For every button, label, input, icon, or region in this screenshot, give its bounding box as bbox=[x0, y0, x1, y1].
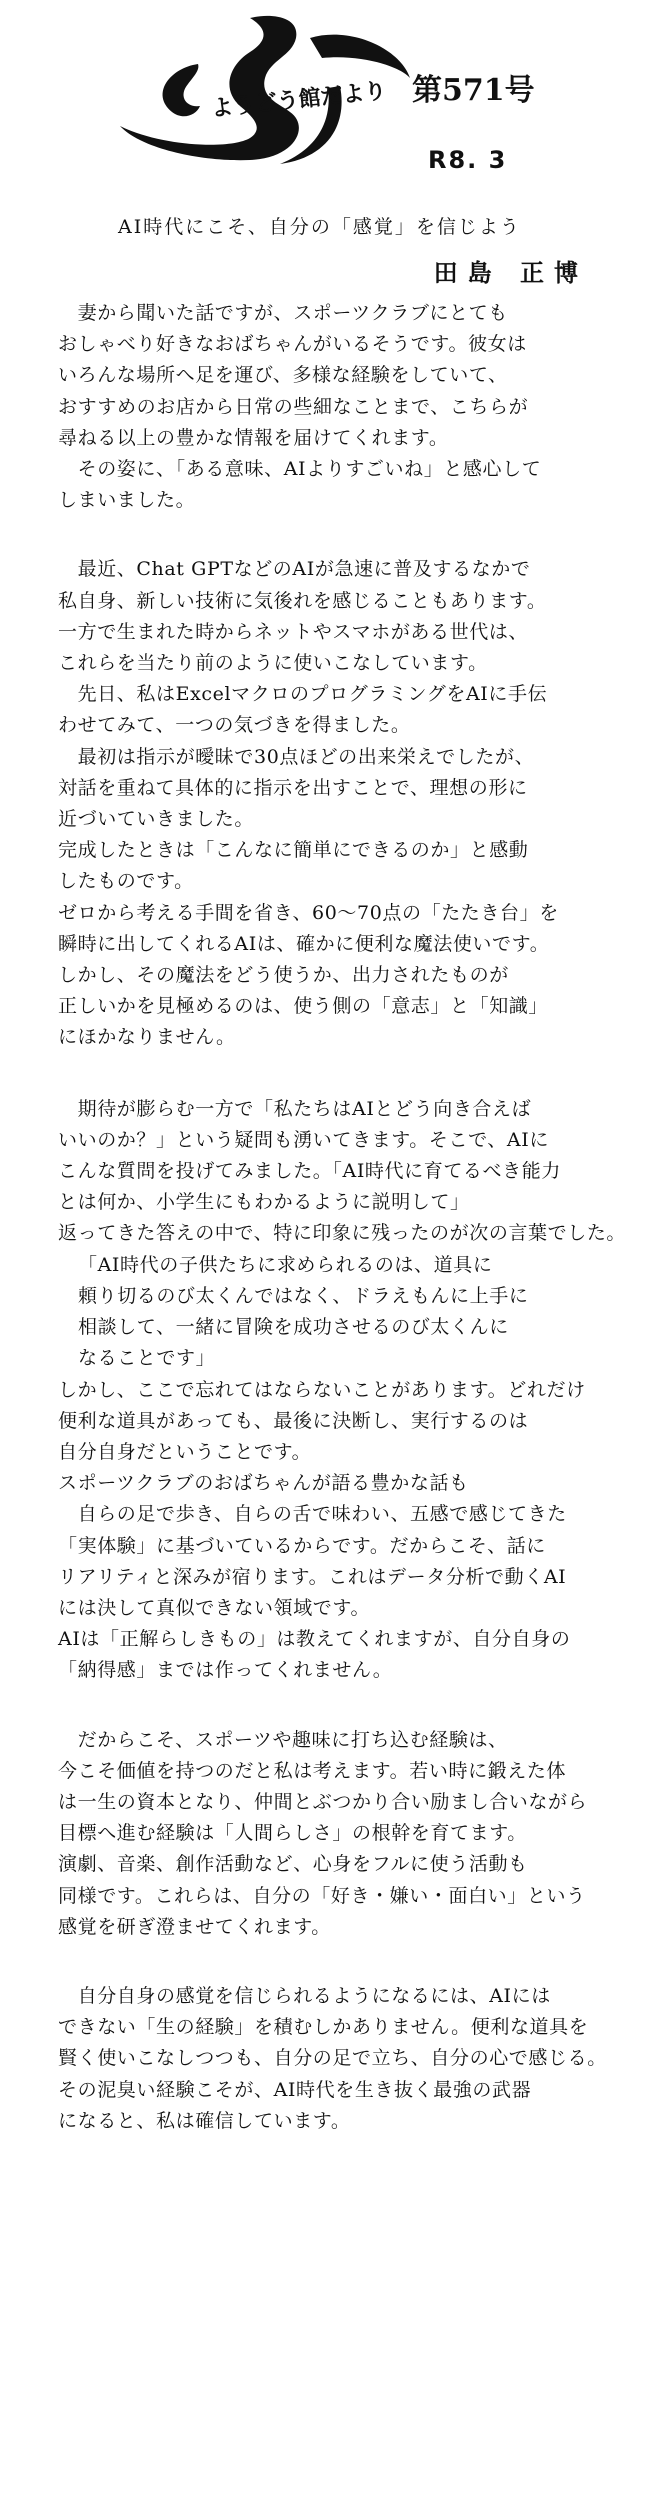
text-line: 最近、Chat GPTなどのAIが急速に普及するなかで bbox=[58, 558, 531, 581]
text-line: おしゃべり好きなおばちゃんがいるそうです。彼女は bbox=[58, 333, 527, 356]
brush-swoosh-logo bbox=[120, 16, 299, 160]
text-line: しかし、その魔法をどう使うか、出力されたものが bbox=[58, 964, 509, 987]
quote-line: 頼り切るのび太くんではなく、ドラえもんに上手に bbox=[78, 1284, 529, 1307]
newsletter-masthead bbox=[100, 8, 535, 168]
brush-stroke-logo bbox=[310, 35, 410, 78]
text-line: いいのか？」という疑問も湧いてきます。そこで、AIに bbox=[58, 1128, 549, 1151]
text-line: 目標へ進む経験は「人間らしさ」の根幹を育てます。 bbox=[58, 1822, 527, 1845]
text-line: 同様です。これらは、自分の「好き・嫌い・面白い」という bbox=[58, 1884, 586, 1907]
text-line: リアリティと深みが宿ります。これはデータ分析で動くAI bbox=[58, 1565, 567, 1588]
text-line: 対話を重ねて具体的に指示を出すことで、理想の形に bbox=[58, 776, 528, 799]
brush-hook-logo bbox=[163, 64, 200, 116]
text-line: 完成したときは「こんなに簡単にできるのか」と感動 bbox=[58, 839, 529, 862]
text-line: これらを当たり前のように使いこなしています。 bbox=[58, 652, 488, 675]
text-line: スポーツクラブのおばちゃんが語る豊かな話も bbox=[58, 1472, 469, 1495]
text-line: だからこそ、スポーツや趣味に打ち込む経験は、 bbox=[58, 1728, 508, 1751]
text-line: 自分自身の感覚を信じられるようになるには、AIには bbox=[58, 1984, 551, 2007]
text-line: したものです。 bbox=[58, 870, 194, 893]
issue-number: 第571号 bbox=[412, 73, 535, 108]
issue-date: R8. 3 bbox=[428, 146, 508, 174]
text-line: その姿に、「ある意味、AIよりすごいね」と感心して bbox=[58, 458, 542, 481]
text-line: 最初は指示が曖昧で30点ほどの出来栄えでしたが、 bbox=[58, 745, 535, 768]
text-line: にほかなりません。 bbox=[58, 1026, 236, 1049]
text-line: しかし、ここで忘れてはならないことがあります。どれだけ bbox=[58, 1378, 586, 1401]
text-line: には決して真似できない領域です。 bbox=[58, 1596, 371, 1619]
text-line: 私自身、新しい技術に気後れを感じることもあります。 bbox=[58, 589, 547, 612]
text-line: とは何か、小学生にもわかるように説明して」 bbox=[58, 1191, 470, 1214]
text-line: おすすめのお店から日常の些細なことまで、こちらが bbox=[58, 395, 529, 418]
text-line: 今こそ価値を持つのだと私は考えます。若い時に鍛えた体 bbox=[58, 1759, 567, 1782]
quote-line: 相談して、一緒に冒険を成功させるのび太くんに bbox=[78, 1316, 509, 1339]
text-line: 正しいかを見極めるのは、使う側の「意志」と「知識」 bbox=[58, 995, 549, 1018]
newsletter-name: ようどう館だより bbox=[209, 77, 388, 122]
text-line: 「納得感」までは作ってくれません。 bbox=[58, 1659, 393, 1682]
text-line: 賢く使いこなしつつも、自分の足で立ち、自分の心で感じる。 bbox=[58, 2047, 607, 2070]
text-line: 感覚を研ぎ澄ませてくれます。 bbox=[58, 1915, 331, 1938]
paragraph-2 bbox=[58, 554, 648, 1053]
text-line: 返ってきた答えの中で、特に印象に残ったのが次の言葉でした。 bbox=[58, 1222, 627, 1245]
text-line: 期待が膨らむ一方で「私たちはAIとどう向き合えば bbox=[58, 1097, 532, 1120]
text-line: 瞬時に出してくれるAIは、確かに便利な魔法使いです。 bbox=[58, 932, 550, 955]
paragraph-4 bbox=[58, 1725, 648, 1943]
text-line: できない「生の経験」を積むしかありません。便利な道具を bbox=[58, 2016, 589, 2039]
quote-line: 「AI時代の子供たちに求められるのは、道具に bbox=[78, 1253, 493, 1276]
text-line: になると、私は確信しています。 bbox=[58, 2109, 351, 2132]
text-line: しまいました。 bbox=[58, 489, 196, 512]
text-line: 便利な道具があっても、最後に決断し、実行するのは bbox=[58, 1409, 529, 1432]
article bbox=[58, 212, 648, 2137]
text-line: は一生の資本となり、仲間とぶつかり合い励まし合いながら bbox=[58, 1790, 588, 1813]
text-line: 一方で生まれた時からネットやスマホがある世代は、 bbox=[58, 620, 529, 643]
text-line: 自らの足で歩き、自らの舌で味わい、五感で感じてきた bbox=[58, 1503, 567, 1526]
text-line: 「実体験」に基づいているからです。だからこそ、話に bbox=[58, 1534, 546, 1557]
text-line: 近づいていきました。 bbox=[58, 808, 255, 831]
text-line: 先日、私はExcelマクロのプログラミングをAIに手伝 bbox=[58, 683, 548, 706]
text-line: 妻から聞いた話ですが、スポーツクラブにとても bbox=[58, 302, 508, 324]
paragraph-1 bbox=[58, 298, 648, 516]
paragraph-3 bbox=[58, 1094, 648, 1687]
text-line: わせてみて、一つの気づきを得ました。 bbox=[58, 714, 411, 737]
text-line: 演劇、音楽、創作活動など、心身をフルに使う活動も bbox=[58, 1853, 528, 1876]
text-line: 尋ねる以上の豊かな情報を届けてくれます。 bbox=[58, 426, 449, 449]
text-line: こんな質問を投げてみました。「AI時代に育てるべき能力 bbox=[58, 1160, 561, 1183]
article-author: 田島 正博 bbox=[433, 258, 588, 287]
paragraph-5 bbox=[58, 1981, 648, 2137]
newsletter-header bbox=[0, 0, 669, 190]
text-line: 自分自身だということです。 bbox=[58, 1440, 312, 1463]
text-line: いろんな場所へ足を運び、多様な経験をしていて、 bbox=[58, 364, 508, 387]
article-title: AI時代にこそ、自分の「感覚」を信じよう bbox=[118, 216, 521, 238]
text-line: その泥臭い経験こそが、AI時代を生き抜く最強の武器 bbox=[58, 2078, 532, 2101]
quote-line: なることです」 bbox=[78, 1347, 216, 1370]
text-line: ゼロから考える手間を省き、60〜70点の「たたき台」を bbox=[58, 901, 559, 924]
text-line: AIは「正解らしきもの」は教えてくれますが、自分自身の bbox=[58, 1628, 571, 1651]
